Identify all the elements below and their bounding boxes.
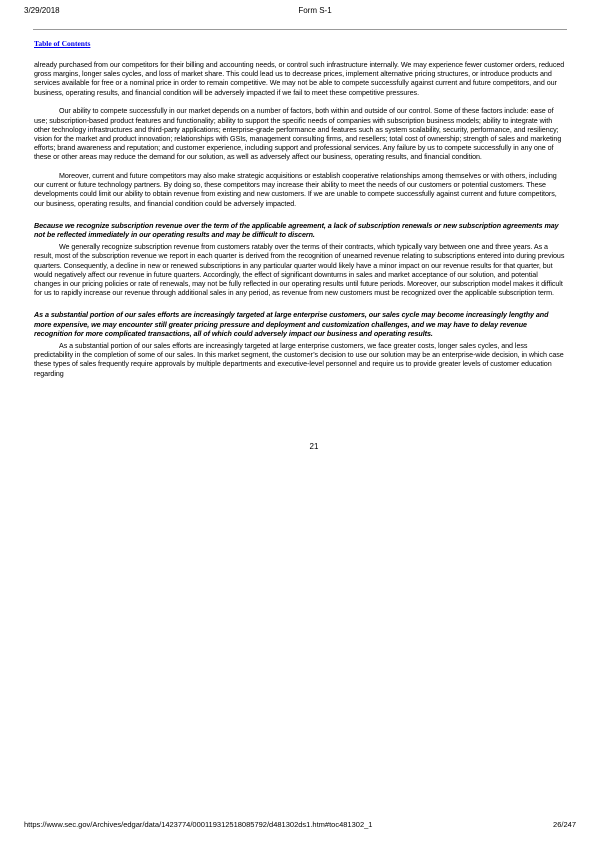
footer-page-count: 26/247 [553,820,576,829]
page-number: 21 [309,442,319,451]
paragraph-competition-factors: Our ability to compete successfully in our market depends on a number of factors, both within and outside of our control. Some of these factors include: ease of use; subscription-based product features and functionality; ability to support the specific needs of companies with subscription business models; ability to integrate with other technology infrastructures and third-party applications; enterprise-grade performance and features such as system scalability, security, performance, and resiliency; vision for the market and product innovation; relationships with GSIs, management consulting firms, and resellers; total cost of ownership; strength of sales and marketing efforts; brand awareness and reputation; and customer experience, including support and professional services. Any failure by us to compete successfully in any one of these or other areas may reduce the demand for our solution, as well as adversely affect our business, operating results, and financial condition. [34,107,562,162]
print-date: 3/29/2018 [24,6,60,15]
document-title: Form S-1 [298,6,332,15]
document-body [34,61,566,379]
risk-heading-subscription-revenue: Because we recognize subscription revenue over the term of the applicable agreement, a lack of subscription renewals or new subscription agreements may not be reflected immediately in our operating results and may be difficult to discern. [34,221,559,240]
paragraph-enterprise-sales: As a substantial portion of our sales efforts are increasingly targeted at large enterprise customers, we face greater costs, longer sales cycles, and less predictability in the completion of some of our sales. In this market segment, the customer’s decision to use our solution may be an enterprise-wide decision, in which case these types of sales frequently require approvals by multiple departments and executive-level personnel and require us to provide greater levels of customer education regarding [34,342,564,378]
paragraph-competitor-acquisitions: Moreover, current and future competitors may also make strategic acquisitions or establish cooperative relationships among themselves or with others, including our current or future technology partners. By doing so, these competitors may increase their ability to meet the needs of our customers or potential customers. These developments could limit our ability to obtain revenue from existing and new customers. If we are unable to compete successfully against current and future competitors, our business, operating results, and financial condition could be adversely impacted. [34,172,557,208]
table-of-contents-link[interactable]: Table of Contents [34,39,91,48]
paragraph-continuation: already purchased from our competitors for their billing and accounting needs, or control such infrastructure internally. We may experience fewer customer orders, reduced gross margins, longer sales cycles, and loss of market share. This could lead us to decrease prices, implement alternative pricing structures, or introduce products and services available for free or a nominal price in order to remain competitive. We may not be able to compete successfully against current and future competitors, and our business, operating results, and financial condition will be adversely impacted if we fail to meet these competitive pressures. [34,61,565,97]
footer-url: https://www.sec.gov/Archives/edgar/data/1423774/000119312518085792/d481302ds1.htm#toc481302_1 [24,820,373,829]
header-divider [33,29,567,30]
risk-heading-enterprise-sales: As a substantial portion of our sales efforts are increasingly targeted at large enterprise customers, our sales cycle may become increasingly lengthy and more expensive, we may encounter still greater pricing pressure and deployment and customization challenges, and we may have to delay revenue recognition for more complicated transactions, all of which could adversely impact our business and operating results. [34,311,549,338]
paragraph-subscription-revenue: We generally recognize subscription revenue from customers ratably over the terms of their contracts, which typically vary between one and three years. As a result, most of the subscription revenue we report in each quarter is derived from the recognition of unearned revenue relating to subscriptions entered into during previous quarters. Consequently, a decline in new or renewed subscriptions in any particular quarter would likely have a minor impact on our revenue results for that quarter, but would negatively affect our revenue in future quarters. Accordingly, the effect of significant downturns in sales and market acceptance of our solution, and potential changes in our pricing policies or rate of renewals, may not be fully reflected in our operating results until future periods. Moreover, our subscription model makes it difficult for us to rapidly increase our revenue through additional sales in any period, as revenue from new customers must be recognized over the applicable subscription term. [34,243,565,298]
